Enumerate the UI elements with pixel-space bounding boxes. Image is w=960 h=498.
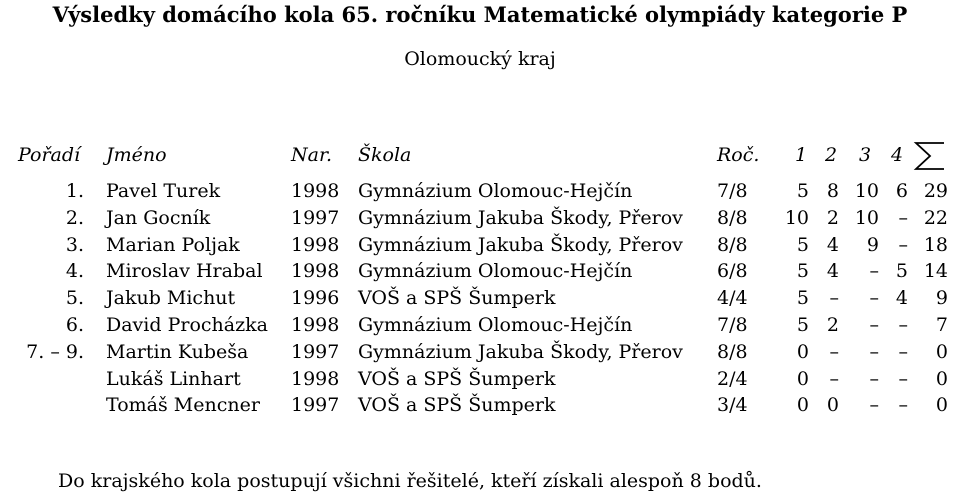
cell-problem-2: 8 — [826, 180, 839, 202]
cell-total: 0 — [935, 341, 948, 363]
header-grade: Roč. — [717, 144, 760, 166]
cell-rank: 2. — [65, 207, 84, 229]
cell-rank: 7. – 9. — [26, 341, 84, 363]
cell-problem-4: – — [898, 207, 908, 229]
cell-grade: 8/8 — [717, 341, 748, 363]
cell-problem-3: – — [869, 341, 879, 363]
cell-problem-2: 4 — [826, 234, 839, 256]
header-name: Jméno — [106, 144, 167, 166]
cell-problem-3: – — [869, 314, 879, 336]
cell-problem-2: 0 — [826, 394, 839, 416]
cell-grade: 7/8 — [717, 180, 748, 202]
cell-total: 9 — [935, 287, 948, 309]
cell-grade: 8/8 — [717, 234, 748, 256]
cell-born: 1998 — [291, 368, 340, 390]
cell-born: 1996 — [291, 287, 340, 309]
cell-problem-4: 5 — [895, 260, 908, 282]
cell-school: Gymnázium Olomouc-Hejčín — [358, 260, 633, 282]
header-rank: Pořadí — [18, 144, 81, 166]
cell-grade: 3/4 — [717, 394, 748, 416]
cell-name: Lukáš Linhart — [106, 368, 241, 390]
page-title: Výsledky domácího kola 65. ročníku Matematické olympiády kategorie P — [52, 2, 908, 27]
cell-school: Gymnázium Olomouc-Hejčín — [358, 180, 633, 202]
cell-rank: 6. — [65, 314, 84, 336]
cell-born: 1998 — [291, 314, 340, 336]
cell-problem-4: 6 — [895, 180, 908, 202]
cell-problem-2: 4 — [826, 260, 839, 282]
cell-problem-1: 0 — [796, 341, 809, 363]
cell-problem-3: – — [869, 260, 879, 282]
cell-total: 0 — [935, 394, 948, 416]
cell-problem-1: 10 — [784, 207, 809, 229]
cell-name: Jan Gocník — [106, 207, 211, 229]
header-problem-1: 1 — [794, 144, 808, 166]
cell-problem-4: – — [898, 341, 908, 363]
cell-school: Gymnázium Jakuba Škody, Přerov — [358, 234, 683, 256]
cell-problem-4: – — [898, 394, 908, 416]
cell-problem-4: 4 — [895, 287, 908, 309]
cell-born: 1997 — [291, 394, 340, 416]
cell-total: 7 — [935, 314, 948, 336]
cell-problem-3: 10 — [854, 207, 879, 229]
cell-problem-1: 0 — [796, 394, 809, 416]
cell-problem-3: 10 — [854, 180, 879, 202]
cell-grade: 2/4 — [717, 368, 748, 390]
cell-problem-2: 2 — [826, 314, 839, 336]
cell-problem-3: – — [869, 287, 879, 309]
cell-total: 29 — [923, 180, 948, 202]
cell-rank: 3. — [65, 234, 84, 256]
cell-name: Martin Kubeša — [106, 341, 249, 363]
cell-problem-2: – — [829, 287, 839, 309]
cell-school: Gymnázium Olomouc-Hejčín — [358, 314, 633, 336]
header-problem-2: 2 — [824, 144, 838, 166]
cell-grade: 4/4 — [717, 287, 748, 309]
cell-name: Marian Poljak — [106, 234, 240, 256]
cell-rank: 1. — [65, 180, 84, 202]
cell-school: VOŠ a SPŠ Šumperk — [358, 368, 556, 390]
cell-school: Gymnázium Jakuba Škody, Přerov — [358, 341, 683, 363]
cell-rank: 4. — [65, 260, 84, 282]
cell-problem-4: – — [898, 314, 908, 336]
cell-problem-1: 5 — [796, 260, 809, 282]
header-problem-4: 4 — [890, 144, 904, 166]
cell-problem-2: – — [829, 368, 839, 390]
cell-grade: 7/8 — [717, 314, 748, 336]
cell-problem-2: – — [829, 341, 839, 363]
cell-problem-1: 5 — [796, 180, 809, 202]
cell-problem-1: 5 — [796, 287, 809, 309]
cell-total: 18 — [923, 234, 948, 256]
cell-born: 1997 — [291, 207, 340, 229]
cell-born: 1998 — [291, 260, 340, 282]
cell-problem-4: – — [898, 234, 908, 256]
cell-total: 22 — [923, 207, 948, 229]
region-subtitle: Olomoucký kraj — [404, 48, 556, 70]
cell-born: 1997 — [291, 341, 340, 363]
cell-rank: 5. — [65, 287, 84, 309]
cell-born: 1998 — [291, 180, 340, 202]
cell-school: VOŠ a SPŠ Šumperk — [358, 394, 556, 416]
cell-name: Tomáš Mencner — [106, 394, 260, 416]
cell-name: David Procházka — [106, 314, 268, 336]
cell-problem-1: 5 — [796, 314, 809, 336]
sum-icon — [913, 140, 949, 172]
cell-school: VOŠ a SPŠ Šumperk — [358, 287, 556, 309]
cell-school: Gymnázium Jakuba Škody, Přerov — [358, 207, 683, 229]
header-school: Škola — [358, 144, 412, 166]
cell-problem-3: 9 — [866, 234, 879, 256]
cell-problem-3: – — [869, 368, 879, 390]
cell-problem-3: – — [869, 394, 879, 416]
cell-problem-1: 5 — [796, 234, 809, 256]
cell-name: Pavel Turek — [106, 180, 221, 202]
cell-name: Jakub Michut — [106, 287, 236, 309]
cell-total: 14 — [923, 260, 948, 282]
cell-grade: 8/8 — [717, 207, 748, 229]
cell-problem-4: – — [898, 368, 908, 390]
cell-grade: 6/8 — [717, 260, 748, 282]
cell-born: 1998 — [291, 234, 340, 256]
cell-problem-1: 0 — [796, 368, 809, 390]
cell-problem-2: 2 — [826, 207, 839, 229]
footer-note: Do krajského kola postupují všichni řešitelé, kteří získali alespoň 8 bodů. — [58, 470, 762, 492]
header-problem-3: 3 — [858, 144, 872, 166]
cell-name: Miroslav Hrabal — [106, 260, 263, 282]
cell-total: 0 — [935, 368, 948, 390]
header-born: Nar. — [291, 144, 332, 166]
